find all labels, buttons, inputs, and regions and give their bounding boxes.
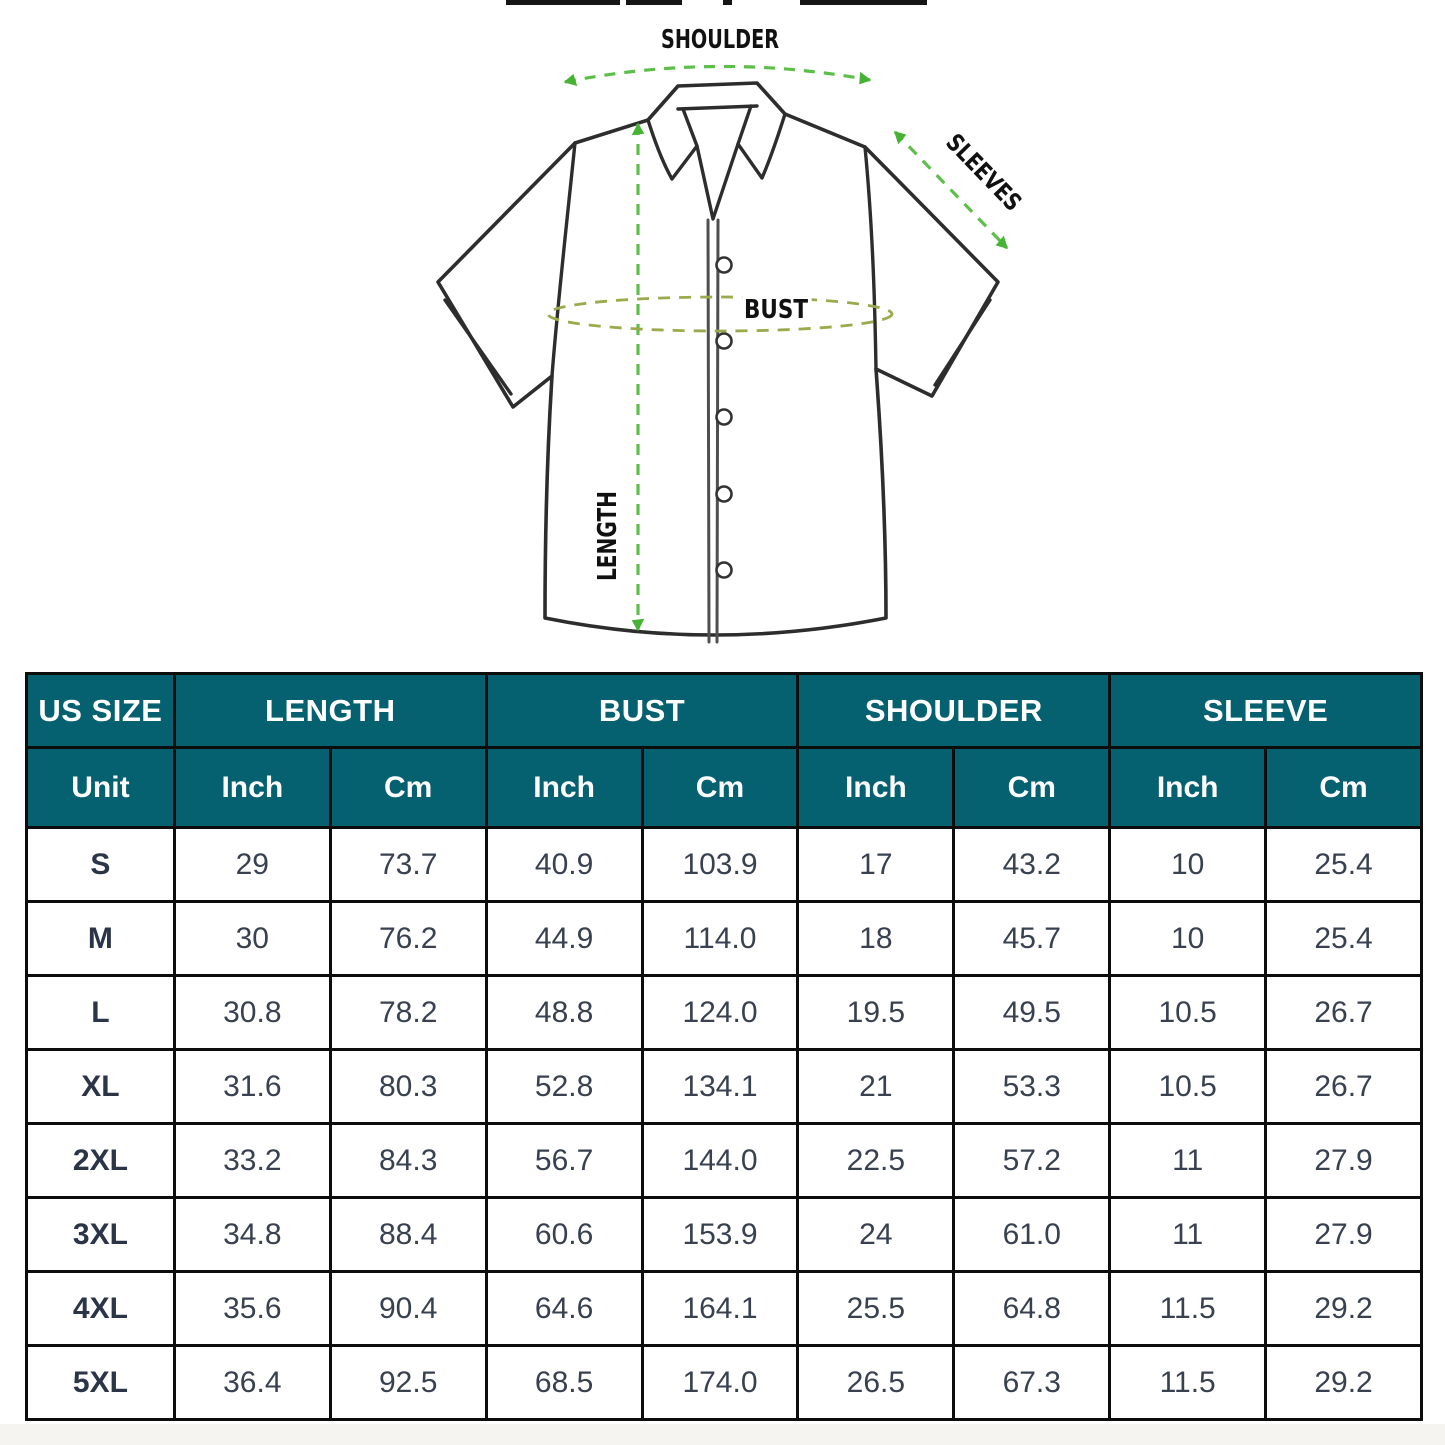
size-label: XL (27, 1050, 175, 1124)
bottom-gray-strip (0, 1424, 1445, 1445)
cell: 17 (798, 828, 954, 902)
table-row (27, 1272, 1422, 1346)
cell: 30 (174, 902, 330, 976)
cell: 49.5 (954, 976, 1110, 1050)
cell: 67.3 (954, 1346, 1110, 1420)
cell: 80.3 (330, 1050, 486, 1124)
cell: 73.7 (330, 828, 486, 902)
cell: 88.4 (330, 1198, 486, 1272)
shoulder-label: SHOULDER (661, 25, 779, 55)
cell: 90.4 (330, 1272, 486, 1346)
cell: 92.5 (330, 1346, 486, 1420)
size-label: M (27, 902, 175, 976)
button-icon (717, 410, 732, 425)
header-sleeve: SLEEVE (1110, 674, 1422, 748)
shoulder-arrow-icon (565, 66, 870, 82)
cell: 144.0 (642, 1124, 798, 1198)
cell: 57.2 (954, 1124, 1110, 1198)
cell: 64.8 (954, 1272, 1110, 1346)
length-label: LENGTH (593, 464, 623, 581)
header-shoulder: SHOULDER (798, 674, 1110, 748)
cell: 27.9 (1266, 1124, 1422, 1198)
cell: 25.4 (1266, 828, 1422, 902)
cell: 31.6 (174, 1050, 330, 1124)
unit-header: Inch (798, 748, 954, 828)
cell: 76.2 (330, 902, 486, 976)
cell: 53.3 (954, 1050, 1110, 1124)
unit-header: Cm (1266, 748, 1422, 828)
unit-header: Inch (486, 748, 642, 828)
cell: 29 (174, 828, 330, 902)
cell: 30.8 (174, 976, 330, 1050)
size-label: 4XL (27, 1272, 175, 1346)
cell: 40.9 (486, 828, 642, 902)
table-row (27, 1050, 1422, 1124)
cell: 25.4 (1266, 902, 1422, 976)
cell: 35.6 (174, 1272, 330, 1346)
cell: 33.2 (174, 1124, 330, 1198)
size-label: 3XL (27, 1198, 175, 1272)
unit-header: Inch (174, 748, 330, 828)
button-icon (717, 563, 732, 578)
table-row (27, 1124, 1422, 1198)
cell: 45.7 (954, 902, 1110, 976)
size-label: S (27, 828, 175, 902)
cell: 56.7 (486, 1124, 642, 1198)
table-row (27, 1198, 1422, 1272)
cell: 18 (798, 902, 954, 976)
unit-header: Cm (330, 748, 486, 828)
cell: 10.5 (1110, 976, 1266, 1050)
cell: 48.8 (486, 976, 642, 1050)
shirt-measurement-diagram (420, 0, 1040, 660)
header-length: LENGTH (174, 674, 486, 748)
header-us-size: US SIZE (27, 674, 175, 748)
cell: 36.4 (174, 1346, 330, 1420)
group-header-row (27, 674, 1422, 748)
table-row (27, 902, 1422, 976)
shirt-outline-drawing (438, 83, 998, 642)
unit-header: Unit (27, 748, 175, 828)
button-icon (717, 334, 732, 349)
cell: 19.5 (798, 976, 954, 1050)
unit-header: Cm (954, 748, 1110, 828)
unit-header: Cm (642, 748, 798, 828)
cell: 11 (1110, 1124, 1266, 1198)
cell: 11 (1110, 1198, 1266, 1272)
cell: 22.5 (798, 1124, 954, 1198)
cell: 25.5 (798, 1272, 954, 1346)
cell: 26.7 (1266, 1050, 1422, 1124)
table-row (27, 976, 1422, 1050)
cell: 10 (1110, 828, 1266, 902)
size-label: 2XL (27, 1124, 175, 1198)
cell: 24 (798, 1198, 954, 1272)
cell: 153.9 (642, 1198, 798, 1272)
cell: 43.2 (954, 828, 1110, 902)
cell: 124.0 (642, 976, 798, 1050)
cell: 78.2 (330, 976, 486, 1050)
cell: 10.5 (1110, 1050, 1266, 1124)
cell: 84.3 (330, 1124, 486, 1198)
size-label: L (27, 976, 175, 1050)
cell: 10 (1110, 902, 1266, 976)
cell: 64.6 (486, 1272, 642, 1346)
cell: 27.9 (1266, 1198, 1422, 1272)
cell: 11.5 (1110, 1272, 1266, 1346)
sleeves-label: SLEEVES (940, 128, 1040, 233)
button-icon (717, 487, 732, 502)
unit-header: Inch (1110, 748, 1266, 828)
size-label: 5XL (27, 1346, 175, 1420)
cell: 11.5 (1110, 1346, 1266, 1420)
cell: 61.0 (954, 1198, 1110, 1272)
bust-label: BUST (744, 295, 809, 325)
cell: 134.1 (642, 1050, 798, 1124)
button-icon (717, 258, 732, 273)
table-row (27, 828, 1422, 902)
cell: 52.8 (486, 1050, 642, 1124)
unit-header-row (27, 748, 1422, 828)
cell: 34.8 (174, 1198, 330, 1272)
cell: 21 (798, 1050, 954, 1124)
table-row (27, 1346, 1422, 1420)
cell: 29.2 (1266, 1272, 1422, 1346)
cell: 60.6 (486, 1198, 642, 1272)
shirt-diagram-svg (420, 0, 1040, 660)
cell: 68.5 (486, 1346, 642, 1420)
cell: 114.0 (642, 902, 798, 976)
cell: 26.5 (798, 1346, 954, 1420)
header-bust: BUST (486, 674, 798, 748)
size-chart-table-wrap (25, 672, 1423, 1421)
cell: 103.9 (642, 828, 798, 902)
size-chart-table (25, 672, 1423, 1421)
cell: 26.7 (1266, 976, 1422, 1050)
cell: 44.9 (486, 902, 642, 976)
cell: 29.2 (1266, 1346, 1422, 1420)
cell: 174.0 (642, 1346, 798, 1420)
cell: 164.1 (642, 1272, 798, 1346)
